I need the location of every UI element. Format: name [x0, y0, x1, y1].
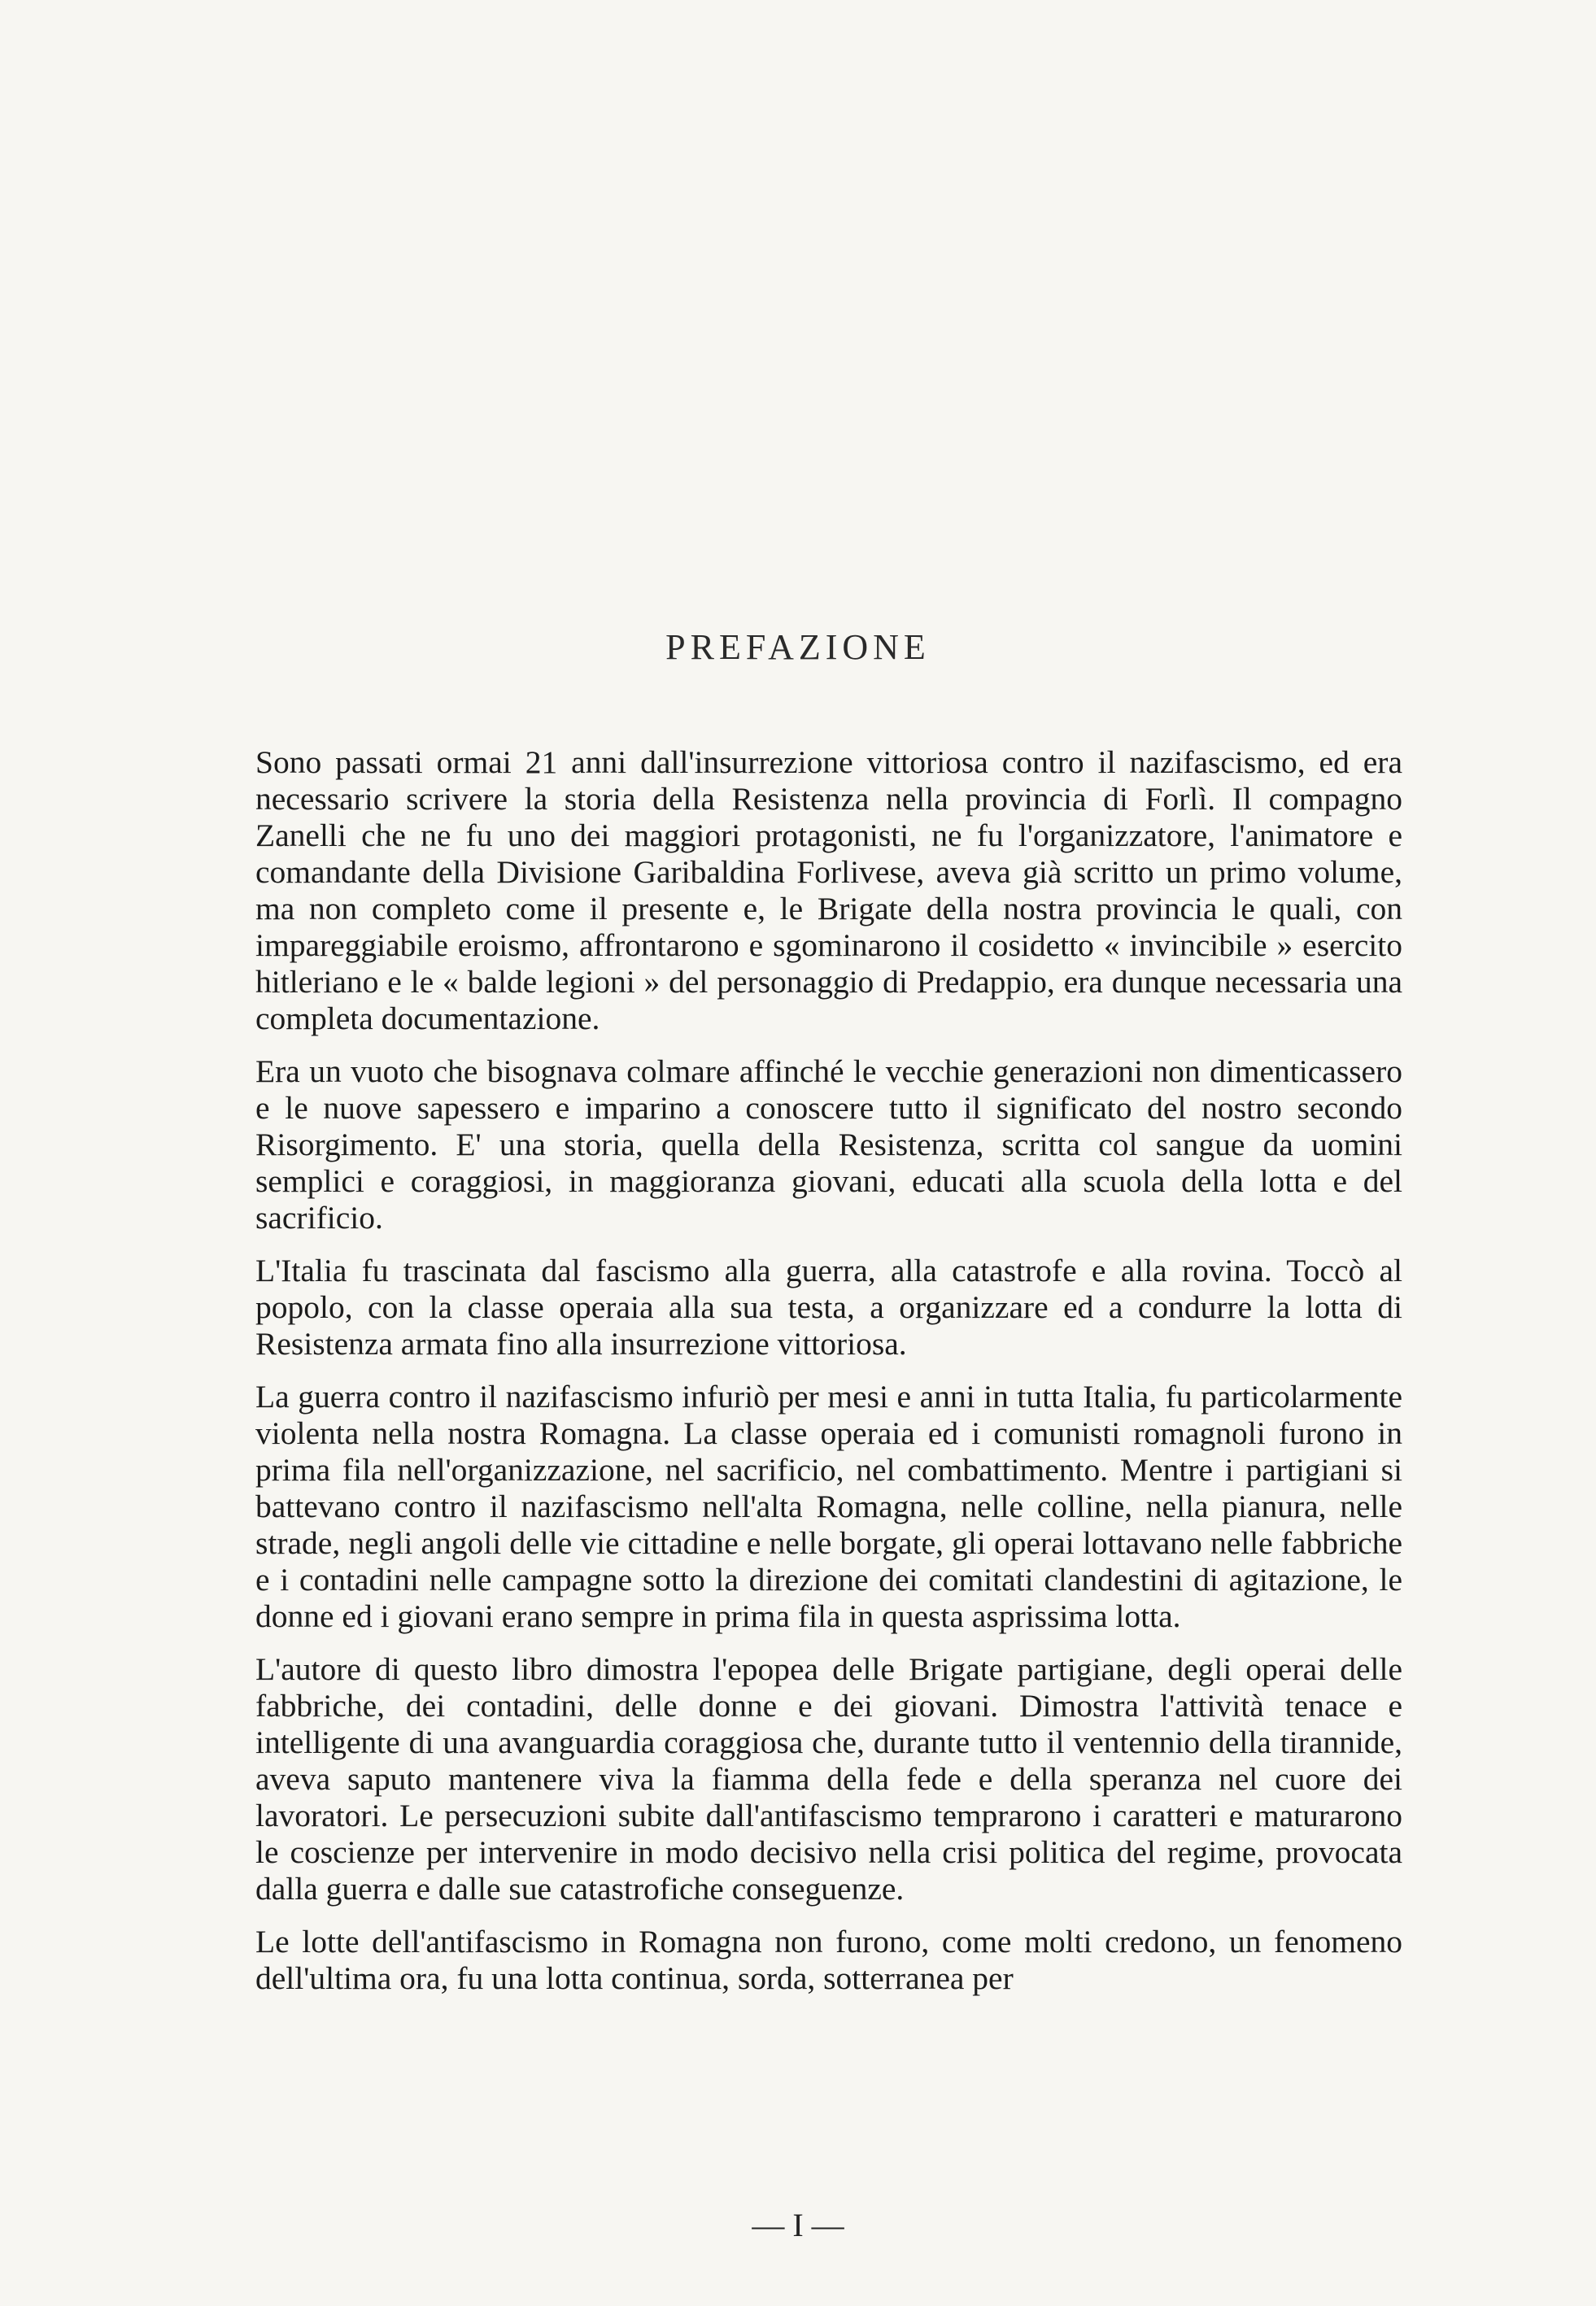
page-number: — I — [752, 2207, 844, 2243]
paragraph-4: La guerra contro il nazifascismo infuriò per mesi e anni in tutta Italia, fu particolarmente violenta nella nostra Romagna. La classe operaia ed i comunisti romagnoli furono in prima fila nell'organizzazione, nel sacrificio, nel combattimento. Mentre i partigiani si battevano contro il nazifascismo nell'alta Romagna, nelle colline, nella pianura, nelle strade, negli angoli delle vie cittadine e nelle borgate, gli operai lottavano nelle fabbriche e i contadini nelle campagne sotto la direzione dei comitati clandestini di agitazione, le donne ed i giovani erano sempre in prima fila in questa asprissima lotta. [255, 1379, 1402, 1634]
paragraph-6: Le lotte dell'antifascismo in Romagna non furono, come molti credono, un fenomeno dell'ultima ora, fu una lotta continua, sorda, sotterranea per [255, 1924, 1402, 1996]
paragraph-2: Era un vuoto che bisognava colmare affinché le vecchie generazioni non dimenticassero e le nuove sapessero e imparino a conoscere tutto il significato del nostro secondo Risorgimento. E' una storia, quella della Resistenza, scritta col sangue da uomini semplici e coraggiosi, in maggioranza giovani, educati alla scuola della lotta e del sacrificio. [255, 1053, 1402, 1236]
paragraph-5: L'autore di questo libro dimostra l'epopea delle Brigate partigiane, degli operai delle fabbriche, dei contadini, delle donne e dei giovani. Dimostra l'attività tenace e intelligente di una avanguardia coraggiosa che, durante tutto il ventennio della tirannide, aveva saputo mantenere viva la fiamma della fede e della speranza nel cuore dei lavoratori. Le persecuzioni subite dall'antifascismo temprarono i caratteri e maturarono le coscienze per intervenire in modo decisivo nella crisi politica del regime, provocata dalla guerra e dalle sue catastrofiche conseguenze. [255, 1651, 1402, 1907]
body-text [255, 744, 1402, 2013]
page-title: PREFAZIONE [665, 627, 931, 667]
paragraph-3: L'Italia fu trascinata dal fascismo alla guerra, alla catastrofe e alla rovina. Toccò al popolo, con la classe operaia alla sua testa, a organizzare ed a condurre la lotta di Resistenza armata fino alla insurrezione vittoriosa. [255, 1253, 1402, 1362]
paragraph-1: Sono passati ormai 21 anni dall'insurrezione vittoriosa contro il nazifascismo, ed era necessario scrivere la storia della Resistenza nella provincia di Forlì. Il compagno Zanelli che ne fu uno dei maggiori protagonisti, ne fu l'organizzatore, l'animatore e comandante della Divisione Garibaldina Forlivese, aveva già scritto un primo volume, ma non completo come il presente e, le Brigate della nostra provincia le quali, con impareggiabile eroismo, affrontarono e sgominarono il cosidetto « invincibile » esercito hitleriano e le « balde legioni » del personaggio di Predappio, era dunque necessaria una completa documentazione. [255, 744, 1402, 1036]
